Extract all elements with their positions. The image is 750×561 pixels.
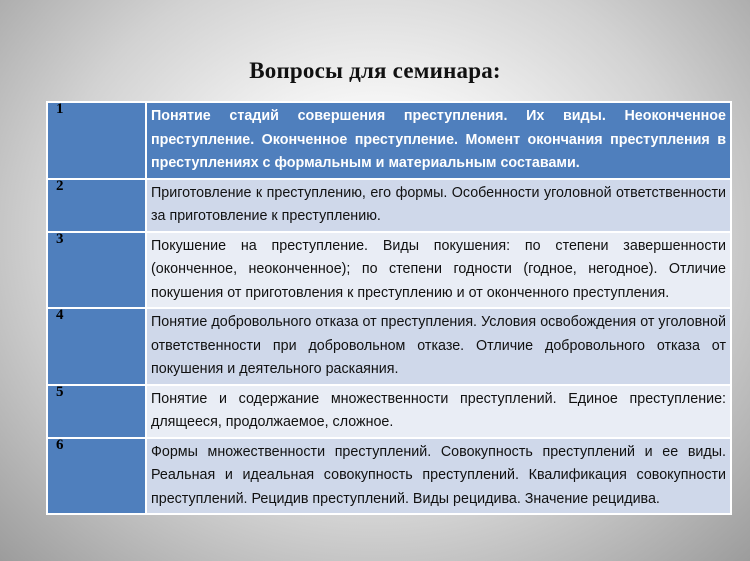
question-text: Понятие и содержание множественности преступлений. Единое преступление: длящееся, продолжаемое, сложное. (146, 385, 731, 438)
slide-title: Вопросы для семинара: (249, 58, 501, 83)
table-row (47, 438, 731, 515)
row-number-cell (47, 179, 146, 232)
question-text: Понятие стадий совершения преступления. Их виды. Неоконченное преступление. Оконченное преступление. Момент окончания преступления в преступлениях с формальным и материальным составами. (146, 102, 731, 179)
row-number: 2 (56, 177, 64, 194)
table-row (47, 179, 731, 232)
row-number-cell (47, 102, 146, 179)
question-text: Понятие добровольного отказа от преступления. Условия освобождения от уголовной ответственности при добровольном отказе. Отличие добровольного отказа от покушения и деятельного раскаяния. (146, 308, 731, 385)
row-number: 1 (56, 101, 64, 117)
question-text: Приготовление к преступлению, его формы. Особенности уголовной ответственности за приготовление к преступлению. (146, 179, 731, 232)
question-text: Формы множественности преступлений. Совокупность преступлений и ее виды. Реальная и идеальная совокупность преступлений. Квалификация совокупности преступлений. Рецидив преступлений. Виды рецидива. Значение рецидива. (146, 438, 731, 515)
row-number-cell (47, 385, 146, 438)
table-row (47, 385, 731, 438)
row-number: 4 (56, 307, 64, 323)
row-number-cell (47, 438, 146, 515)
table-row (47, 102, 731, 179)
row-number-cell (47, 232, 146, 309)
row-number: 5 (56, 383, 64, 400)
table-row (47, 232, 731, 309)
question-text: Покушение на преступление. Виды покушения: по степени завершенности (оконченное, неоконченное); по степени годности (годное, негодное). Отличие покушения от приготовления к преступлению и от оконченного преступления. (146, 232, 731, 309)
table-row (47, 308, 731, 385)
row-number: 6 (56, 436, 64, 453)
row-number: 3 (56, 230, 64, 247)
seminar-questions-table (46, 101, 732, 515)
row-number-cell (47, 308, 146, 385)
